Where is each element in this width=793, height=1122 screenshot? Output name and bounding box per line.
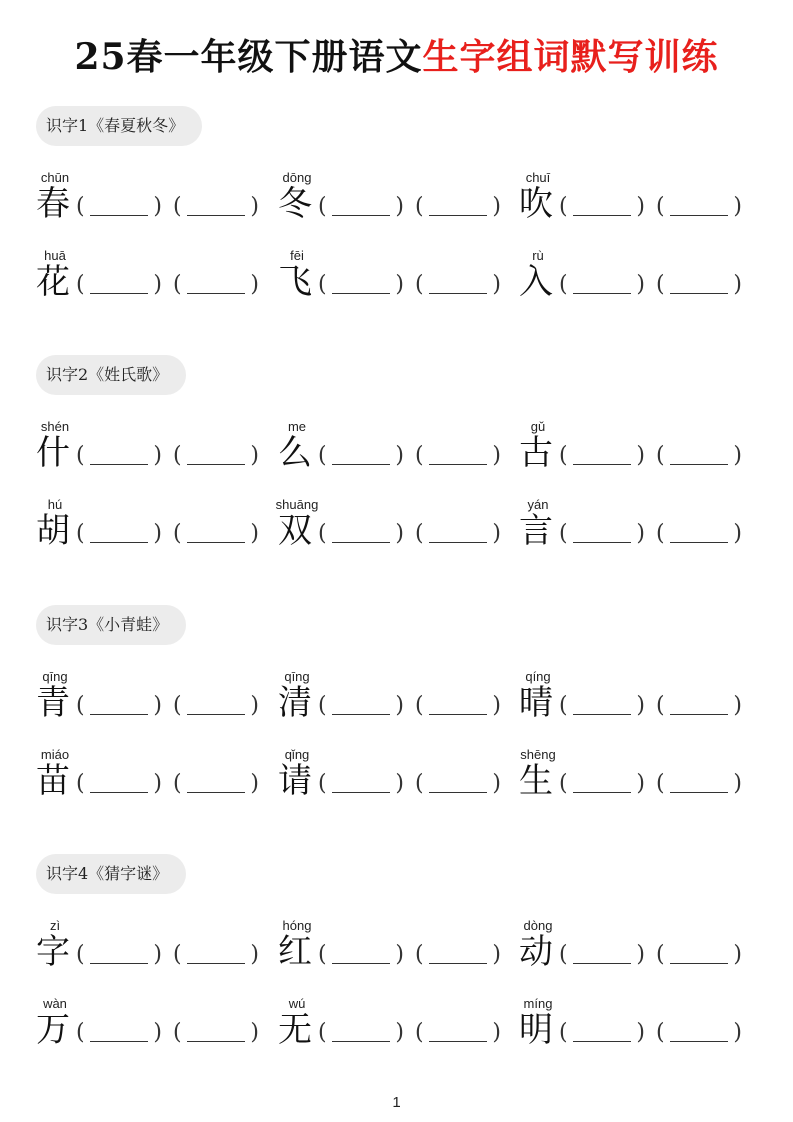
- character-item: [278, 912, 520, 990]
- open-paren: (: [318, 521, 327, 546]
- answer-underline: [670, 215, 728, 216]
- open-paren: (: [559, 1020, 568, 1045]
- character-item: [519, 990, 761, 1068]
- chinese-character: 吹: [519, 184, 553, 224]
- character-item: [36, 663, 278, 741]
- open-paren: (: [76, 693, 85, 718]
- character-item: [36, 413, 278, 491]
- answer-underline: [90, 464, 148, 465]
- open-paren: (: [173, 272, 182, 297]
- close-paren: ): [636, 272, 645, 297]
- character-row: [0, 663, 793, 741]
- pinyin-label: dòng: [523, 918, 553, 933]
- word-answer-blank-1[interactable]: [318, 519, 404, 549]
- character-item: [519, 741, 761, 819]
- character-item: [519, 663, 761, 741]
- answer-underline: [670, 464, 728, 465]
- open-paren: (: [173, 1020, 182, 1045]
- answer-underline: [429, 1041, 487, 1042]
- title-black-part: 25春一年级下册语文: [74, 36, 423, 78]
- pinyin-label: hóng: [282, 918, 312, 933]
- answer-underline: [332, 963, 390, 964]
- lesson-label: 识字4《猜字谜》: [36, 854, 186, 894]
- close-paren: ): [733, 771, 742, 796]
- word-answer-blank-2[interactable]: [656, 441, 742, 471]
- chinese-character: 苗: [36, 761, 70, 801]
- open-paren: (: [559, 521, 568, 546]
- close-paren: ): [250, 771, 259, 796]
- word-answer-blank-1[interactable]: [76, 769, 162, 799]
- word-answer-blank-2[interactable]: [173, 940, 259, 970]
- close-paren: ): [395, 1020, 404, 1045]
- chinese-character: 请: [278, 761, 312, 801]
- word-answer-blank-2[interactable]: [656, 769, 742, 799]
- character-item: [519, 912, 761, 990]
- open-paren: (: [318, 942, 327, 967]
- answer-underline: [332, 293, 390, 294]
- chinese-character: 冬: [278, 184, 312, 224]
- pinyin-label: shēng: [520, 747, 556, 762]
- close-paren: ): [395, 194, 404, 219]
- answer-underline: [187, 714, 245, 715]
- answer-underline: [90, 1041, 148, 1042]
- close-paren: ): [250, 693, 259, 718]
- open-paren: (: [415, 942, 424, 967]
- lesson-label: 识字1《春夏秋冬》: [36, 106, 202, 146]
- character-item: [278, 741, 520, 819]
- chinese-character: 什: [36, 433, 70, 473]
- answer-underline: [429, 464, 487, 465]
- open-paren: (: [656, 693, 665, 718]
- character-item: [36, 741, 278, 819]
- word-answer-blank-2[interactable]: [656, 940, 742, 970]
- close-paren: ): [250, 942, 259, 967]
- character-row: [0, 491, 793, 569]
- answer-underline: [187, 215, 245, 216]
- answer-underline: [573, 464, 631, 465]
- close-paren: ): [733, 693, 742, 718]
- close-paren: ): [733, 1020, 742, 1045]
- answer-underline: [332, 215, 390, 216]
- lesson-label: 识字2《姓氏歌》: [36, 355, 186, 395]
- close-paren: ): [636, 521, 645, 546]
- answer-underline: [670, 542, 728, 543]
- open-paren: (: [559, 194, 568, 219]
- close-paren: ): [733, 194, 742, 219]
- close-paren: ): [153, 1020, 162, 1045]
- close-paren: ): [153, 521, 162, 546]
- close-paren: ): [733, 942, 742, 967]
- open-paren: (: [415, 693, 424, 718]
- answer-underline: [332, 542, 390, 543]
- answer-underline: [332, 792, 390, 793]
- open-paren: (: [318, 272, 327, 297]
- close-paren: ): [492, 1020, 501, 1045]
- chinese-character: 胡: [36, 511, 70, 551]
- chinese-character: 明: [519, 1010, 553, 1050]
- pinyin-label: chuī: [525, 170, 551, 185]
- open-paren: (: [318, 693, 327, 718]
- word-answer-blank-2[interactable]: [415, 192, 501, 222]
- close-paren: ): [395, 771, 404, 796]
- word-answer-blank-2[interactable]: [415, 691, 501, 721]
- pinyin-label: gǔ: [530, 419, 546, 434]
- answer-underline: [187, 963, 245, 964]
- chinese-character: 动: [519, 932, 553, 972]
- character-row: [0, 741, 793, 819]
- word-answer-blank-1[interactable]: [559, 192, 645, 222]
- close-paren: ): [250, 194, 259, 219]
- word-answer-blank-2[interactable]: [415, 940, 501, 970]
- open-paren: (: [656, 771, 665, 796]
- word-answer-blank-2[interactable]: [173, 270, 259, 300]
- answer-underline: [429, 215, 487, 216]
- open-paren: (: [76, 942, 85, 967]
- word-answer-blank-2[interactable]: [173, 441, 259, 471]
- open-paren: (: [173, 942, 182, 967]
- chinese-character: 无: [278, 1010, 312, 1050]
- open-paren: (: [173, 521, 182, 546]
- answer-underline: [429, 714, 487, 715]
- close-paren: ): [492, 194, 501, 219]
- pinyin-label: chūn: [40, 170, 70, 185]
- word-answer-blank-2[interactable]: [173, 691, 259, 721]
- answer-underline: [670, 1041, 728, 1042]
- chinese-character: 清: [278, 683, 312, 723]
- answer-underline: [332, 714, 390, 715]
- close-paren: ): [492, 942, 501, 967]
- word-answer-blank-1[interactable]: [559, 270, 645, 300]
- close-paren: ): [492, 443, 501, 468]
- word-answer-blank-2[interactable]: [656, 192, 742, 222]
- answer-underline: [670, 293, 728, 294]
- close-paren: ): [153, 693, 162, 718]
- answer-underline: [573, 215, 631, 216]
- pinyin-label: hú: [47, 497, 63, 512]
- close-paren: ): [636, 194, 645, 219]
- character-row: [0, 912, 793, 990]
- answer-underline: [670, 714, 728, 715]
- chinese-character: 入: [519, 262, 553, 302]
- word-answer-blank-2[interactable]: [415, 270, 501, 300]
- character-item: [36, 164, 278, 242]
- chinese-character: 花: [36, 262, 70, 302]
- close-paren: ): [492, 693, 501, 718]
- answer-underline: [332, 464, 390, 465]
- word-answer-blank-1[interactable]: [318, 441, 404, 471]
- close-paren: ): [733, 443, 742, 468]
- character-item: [278, 242, 520, 320]
- chinese-character: 古: [519, 433, 553, 473]
- word-answer-blank-2[interactable]: [173, 1018, 259, 1048]
- chinese-character: 红: [278, 932, 312, 972]
- open-paren: (: [76, 771, 85, 796]
- answer-underline: [573, 963, 631, 964]
- character-item: [519, 491, 761, 569]
- close-paren: ): [395, 521, 404, 546]
- word-answer-blank-1[interactable]: [76, 1018, 162, 1048]
- pinyin-label: wú: [288, 996, 306, 1011]
- close-paren: ): [636, 1020, 645, 1045]
- open-paren: (: [559, 272, 568, 297]
- answer-underline: [90, 714, 148, 715]
- close-paren: ): [636, 443, 645, 468]
- word-answer-blank-2[interactable]: [173, 769, 259, 799]
- open-paren: (: [656, 942, 665, 967]
- chinese-character: 青: [36, 683, 70, 723]
- open-paren: (: [559, 942, 568, 967]
- word-answer-blank-1[interactable]: [76, 192, 162, 222]
- answer-underline: [90, 542, 148, 543]
- pinyin-label: qīng: [42, 669, 68, 684]
- close-paren: ): [733, 521, 742, 546]
- close-paren: ): [153, 443, 162, 468]
- open-paren: (: [415, 521, 424, 546]
- pinyin-label: dōng: [282, 170, 312, 185]
- chinese-character: 字: [36, 932, 70, 972]
- word-answer-blank-1[interactable]: [318, 940, 404, 970]
- word-answer-blank-2[interactable]: [656, 270, 742, 300]
- word-answer-blank-1[interactable]: [559, 940, 645, 970]
- answer-underline: [187, 293, 245, 294]
- open-paren: (: [76, 1020, 85, 1045]
- chinese-character: 么: [278, 433, 312, 473]
- answer-underline: [90, 963, 148, 964]
- pinyin-label: rù: [532, 248, 544, 263]
- open-paren: (: [559, 693, 568, 718]
- open-paren: (: [76, 272, 85, 297]
- close-paren: ): [250, 272, 259, 297]
- pinyin-label: yán: [527, 497, 549, 512]
- answer-underline: [187, 792, 245, 793]
- character-item: [275, 491, 520, 569]
- close-paren: ): [395, 272, 404, 297]
- open-paren: (: [318, 771, 327, 796]
- word-answer-blank-1[interactable]: [76, 940, 162, 970]
- word-answer-blank-2[interactable]: [656, 691, 742, 721]
- answer-underline: [90, 293, 148, 294]
- pinyin-label: huā: [44, 248, 66, 263]
- word-answer-blank-1[interactable]: [76, 519, 162, 549]
- word-answer-blank-2[interactable]: [415, 441, 501, 471]
- answer-underline: [573, 1041, 631, 1042]
- word-answer-blank-2[interactable]: [656, 519, 742, 549]
- character-item: [519, 164, 761, 242]
- word-answer-blank-1[interactable]: [76, 441, 162, 471]
- close-paren: ): [636, 693, 645, 718]
- word-answer-blank-1[interactable]: [318, 1018, 404, 1048]
- open-paren: (: [415, 272, 424, 297]
- character-row: [0, 413, 793, 491]
- word-answer-blank-2[interactable]: [415, 1018, 501, 1048]
- close-paren: ): [250, 1020, 259, 1045]
- open-paren: (: [173, 194, 182, 219]
- word-answer-blank-2[interactable]: [415, 769, 501, 799]
- pinyin-label: qíng: [525, 669, 551, 684]
- word-answer-blank-1[interactable]: [318, 691, 404, 721]
- page-number: 1: [392, 1094, 401, 1111]
- open-paren: (: [415, 194, 424, 219]
- open-paren: (: [656, 521, 665, 546]
- pinyin-label: shén: [40, 419, 70, 434]
- answer-underline: [187, 1041, 245, 1042]
- character-row: [0, 990, 793, 1068]
- page-title: [0, 32, 793, 82]
- character-item: [36, 990, 278, 1068]
- close-paren: ): [153, 942, 162, 967]
- character-item: [278, 990, 520, 1068]
- answer-underline: [573, 714, 631, 715]
- chinese-character: 春: [36, 184, 70, 224]
- pinyin-label: qǐng: [284, 747, 310, 762]
- chinese-character: 晴: [519, 683, 553, 723]
- close-paren: ): [492, 521, 501, 546]
- pinyin-label: míng: [523, 996, 553, 1011]
- character-item: [519, 413, 761, 491]
- character-item: [36, 491, 278, 569]
- answer-underline: [429, 963, 487, 964]
- close-paren: ): [395, 443, 404, 468]
- word-answer-blank-1[interactable]: [318, 270, 404, 300]
- open-paren: (: [656, 1020, 665, 1045]
- chinese-character: 双: [278, 511, 312, 551]
- word-answer-blank-1[interactable]: [76, 270, 162, 300]
- word-answer-blank-1[interactable]: [318, 769, 404, 799]
- close-paren: ): [636, 771, 645, 796]
- pinyin-label: fēi: [290, 248, 304, 263]
- open-paren: (: [559, 771, 568, 796]
- close-paren: ): [250, 443, 259, 468]
- open-paren: (: [656, 443, 665, 468]
- word-answer-blank-2[interactable]: [415, 519, 501, 549]
- chinese-character: 生: [519, 761, 553, 801]
- answer-underline: [187, 464, 245, 465]
- open-paren: (: [173, 443, 182, 468]
- pinyin-label: zì: [49, 918, 61, 933]
- word-answer-blank-1[interactable]: [559, 519, 645, 549]
- character-item: [278, 164, 520, 242]
- answer-underline: [332, 1041, 390, 1042]
- pinyin-label: miáo: [40, 747, 70, 762]
- word-answer-blank-2[interactable]: [173, 192, 259, 222]
- open-paren: (: [656, 272, 665, 297]
- word-answer-blank-1[interactable]: [318, 192, 404, 222]
- answer-underline: [429, 293, 487, 294]
- close-paren: ): [153, 771, 162, 796]
- open-paren: (: [318, 443, 327, 468]
- open-paren: (: [76, 194, 85, 219]
- lesson-label: 识字3《小青蛙》: [36, 605, 186, 645]
- chinese-character: 万: [36, 1010, 70, 1050]
- close-paren: ): [492, 771, 501, 796]
- close-paren: ): [733, 272, 742, 297]
- answer-underline: [187, 542, 245, 543]
- chinese-character: 飞: [278, 262, 312, 302]
- pinyin-label: me: [287, 419, 307, 434]
- character-item: [519, 242, 761, 320]
- close-paren: ): [250, 521, 259, 546]
- answer-underline: [429, 792, 487, 793]
- title-red-part: 生字组词默写训练: [422, 36, 719, 78]
- answer-underline: [90, 215, 148, 216]
- open-paren: (: [173, 693, 182, 718]
- open-paren: (: [415, 443, 424, 468]
- character-item: [36, 242, 278, 320]
- open-paren: (: [559, 443, 568, 468]
- answer-underline: [573, 792, 631, 793]
- answer-underline: [573, 293, 631, 294]
- open-paren: (: [415, 1020, 424, 1045]
- character-item: [36, 912, 278, 990]
- answer-underline: [573, 542, 631, 543]
- close-paren: ): [395, 942, 404, 967]
- close-paren: ): [492, 272, 501, 297]
- open-paren: (: [415, 771, 424, 796]
- word-answer-blank-1[interactable]: [559, 691, 645, 721]
- pinyin-label: qīng: [284, 669, 310, 684]
- pinyin-label: shuāng: [275, 497, 319, 512]
- answer-underline: [429, 542, 487, 543]
- open-paren: (: [656, 194, 665, 219]
- close-paren: ): [395, 693, 404, 718]
- word-answer-blank-1[interactable]: [559, 769, 645, 799]
- answer-underline: [90, 792, 148, 793]
- chinese-character: 言: [519, 511, 553, 551]
- open-paren: (: [173, 771, 182, 796]
- open-paren: (: [318, 194, 327, 219]
- open-paren: (: [76, 443, 85, 468]
- word-answer-blank-1[interactable]: [559, 441, 645, 471]
- character-row: [0, 164, 793, 242]
- close-paren: ): [153, 272, 162, 297]
- open-paren: (: [318, 1020, 327, 1045]
- answer-underline: [670, 792, 728, 793]
- open-paren: (: [76, 521, 85, 546]
- answer-underline: [670, 963, 728, 964]
- pinyin-label: wàn: [43, 996, 67, 1011]
- word-answer-blank-1[interactable]: [559, 1018, 645, 1048]
- character-row: [0, 242, 793, 320]
- word-answer-blank-1[interactable]: [76, 691, 162, 721]
- word-answer-blank-2[interactable]: [656, 1018, 742, 1048]
- close-paren: ): [636, 942, 645, 967]
- character-item: [278, 663, 520, 741]
- word-answer-blank-2[interactable]: [173, 519, 259, 549]
- close-paren: ): [153, 194, 162, 219]
- character-item: [278, 413, 520, 491]
